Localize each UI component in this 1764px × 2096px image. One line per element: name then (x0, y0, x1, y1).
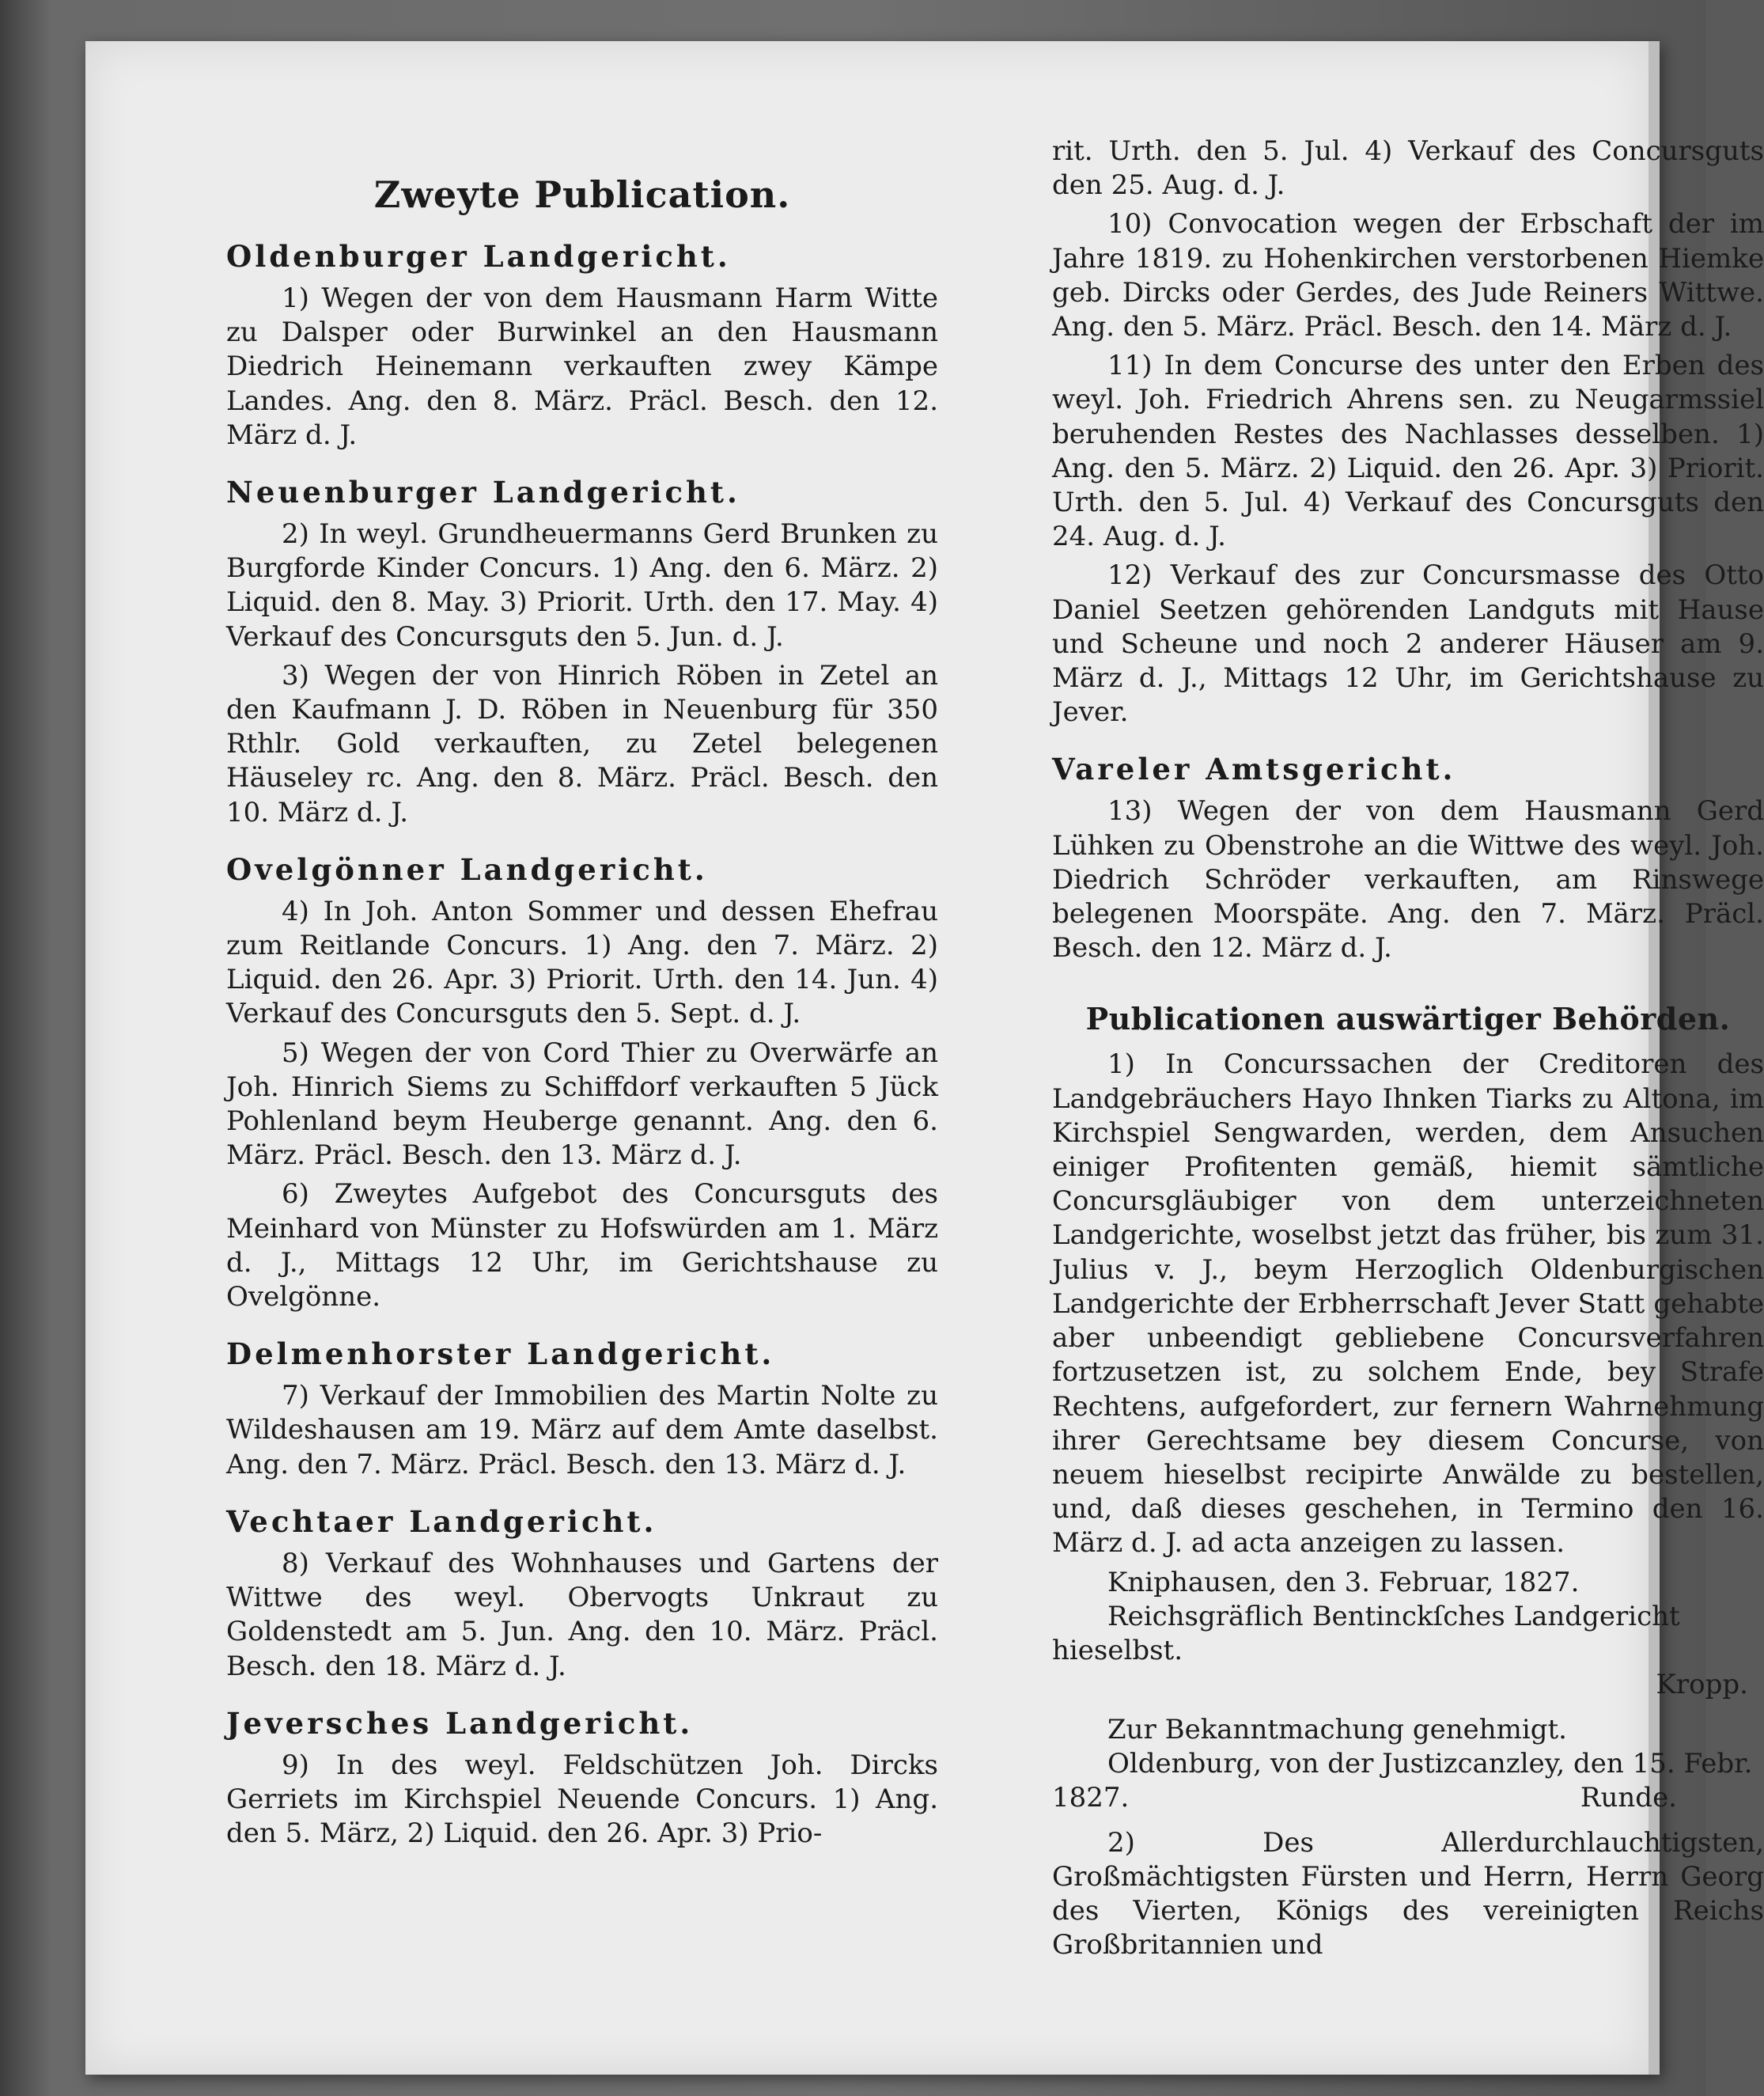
entry: 4) In Joh. Anton Sommer und dessen Ehefrau zum Reitlande Concurs. 1) Ang. den 7. März. 2) Liquid. den 26. Apr. 3) Priorit. Urth. den 14. Jun. 4) Verkauf des Concursguts den 5. Sept. d. J. (226, 895, 938, 1030)
entry: 9) In des weyl. Feldschützen Joh. Dircks Gerriets im Kirchspiel Neuende Concurs. 1) Ang. den 5. März, 2) Liquid. den 26. Apr. 3) Prio- (226, 1749, 938, 1850)
entry: 2) In weyl. Grundheuermanns Gerd Brunken zu Burgforde Kinder Concurs. 1) Ang. den 6. März. 2) Liquid. den 8. May. 3) Priorit. Urth. den 17. May. 4) Verkauf des Concursguts den 5. Jun. d. J. (226, 518, 938, 653)
approval-footer (1052, 1781, 1764, 1815)
entry: 1) In Concurssachen der Creditoren des Landgebräuchers Hayo Ihnken Tiarks zu Altona, im Kirchspiel Sengwarden, werden, dem Ansuchen einiger Profitenten gemäß, hiemit sämtliche Concursgläubiger von dem unterzeichneten Landgerichte, woselbst jetzt das früher, bis zum 31. Julius v. J., beym Herzoglich Oldenburgischen Landgerichte der Erbherrschaft Jever Statt gehabte aber unbeendigt gebliebene Concursverfahren fortzusetzen ist, zu solchem Ende, bey Strafe Rechtens, aufgefordert, zur fernern Wahrnehmung ihrer Gerechtsame bey diesem Concurse, von neuem hieselbst recipirte Anwälde zu bestellen, und, daß dieses geschehen, in Termino den 16. März d. J. ad acta anzeigen zu lassen. (1052, 1048, 1764, 1560)
section-heading: Vareler Amtsgericht. (1052, 752, 1456, 787)
entry: 1) Wegen der von dem Hausmann Harm Witte zu Dalsper oder Burwinkel an den Hausmann Diedrich Heinemann verkauften zwey Kämpe Landes. Ang. den 8. März. Präcl. Besch. den 12. März d. J. (226, 282, 938, 451)
approval-place: Oldenburg, von der Justizcanzley, den 15. Febr. (1107, 1747, 1753, 1780)
approval-year: 1827. (1052, 1781, 1130, 1814)
entry: 12) Verkauf des zur Concursmasse des Otto Daniel Seetzen gehörenden Landguts mit Hause und Scheune und noch 2 anderer Häuser am 9. März d. J., Mittags 12 Uhr, im Gerichtshause zu Jever. (1052, 559, 1764, 729)
signature: Runde. (1580, 1781, 1677, 1814)
section-heading: Delmenhorster Landgericht. (226, 1336, 775, 1372)
left-column (226, 135, 938, 1855)
entry: 6) Zweytes Aufgebot des Concursguts des Meinhard von Münster zu Hofswürden am 1. März d. J., Mittags 12 Uhr, im Gerichtshause zu Ovelgönne. (226, 1178, 938, 1313)
section-heading: Publicationen auswärtiger Behörden. (1085, 1001, 1731, 1037)
section-heading: Oldenburger Landgericht. (226, 239, 731, 274)
section-heading: Neuenburger Landgericht. (226, 475, 740, 510)
entry: 11) In dem Concurse des unter den Erben des weyl. Joh. Friedrich Ahrens sen. zu Neugarmssiel beruhenden Restes des Nachlasses desselben. 1) Ang. den 5. März. 2) Liquid. den 26. Apr. 3) Priorit. Urth. den 5. Jul. 4) Verkauf des Concursguts den 24. Aug. d. J. (1052, 350, 1764, 553)
entry-continuation: rit. Urth. den 5. Jul. 4) Verkauf des Concursguts den 25. Aug. d. J. (1052, 135, 1764, 202)
entry: 7) Verkauf der Immobilien des Martin Nolte zu Wildeshausen am 19. März auf dem Amte daselbst. Ang. den 7. März. Präcl. Besch. den 13. März d. J. (226, 1380, 938, 1480)
approval-note: Zur Bekanntmachung genehmigt. (1107, 1713, 1567, 1745)
right-column (1052, 135, 1764, 1967)
document-page (85, 41, 1764, 2075)
entry: 3) Wegen der von Hinrich Röben in Zetel an den Kaufmann J. D. Röben in Neuenburg für 350 Rthlr. Gold verkauften, zu Zetel belegenen Häuseley rc. Ang. den 8. März. Präcl. Besch. den 10. März d. J. (226, 659, 938, 828)
entry: 5) Wegen der von Cord Thier zu Overwärfe an Joh. Hinrich Siems zu Schiffdorf verkauften 5 Jück Pohlenland beym Heuberge genannt. Ang. den 6. März. Präcl. Besch. den 13. März d. J. (226, 1037, 938, 1172)
page-title: Zweyte Publication. (373, 173, 791, 216)
section-heading: Ovelgönner Landgericht. (226, 851, 708, 887)
section-heading: Jeversches Landgericht. (226, 1705, 694, 1741)
signature: Kropp. (1656, 1668, 1748, 1700)
entry: 13) Wegen der von dem Hausmann Gerd Lühken zu Obenstrohe an die Wittwe des weyl. Joh. Diedrich Schröder verkauften, am Rinswege belegenen Moorspäte. Ang. den 7. März. Präcl. Besch. den 12. März d. J. (1052, 795, 1764, 965)
place-date: Kniphausen, den 3. Februar, 1827. (1107, 1566, 1580, 1598)
entry: 10) Convocation wegen der Erbschaft der im Jahre 1819. zu Hohenkirchen verstorbenen Hiemke geb. Dircks oder Gerdes, des Jude Reiners Wittwe. Ang. den 5. März. Präcl. Besch. den 14. März d. J. (1052, 208, 1764, 343)
issuing-court: Reichsgräflich Bentinckſches Landgericht hieselbst. (1052, 1600, 1680, 1666)
entry: 8) Verkauf des Wohnhauses und Gartens der Wittwe des weyl. Obervogts Unkraut zu Goldenstedt am 5. Jun. Ang. den 10. März. Präcl. Besch. den 18. März d. J. (226, 1547, 938, 1682)
entry: 2) Des Allerdurchlauchtigsten, Großmächtigsten Fürsten und Herrn, Herrn Georg des Vierten, Königs des vereinigten Reichs Großbritannien und (1052, 1826, 1764, 1961)
section-heading: Vechtaer Landgericht. (226, 1503, 657, 1539)
